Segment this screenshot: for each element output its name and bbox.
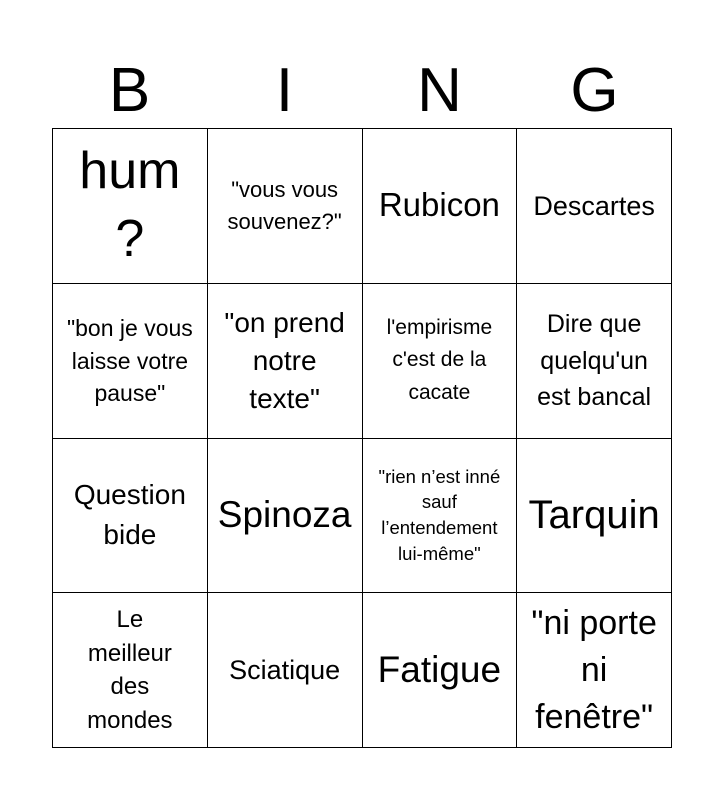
header-letter-b: B [108,56,151,125]
header-letter-n: N [417,56,462,125]
bingo-cell-r1c2[interactable] [208,129,363,284]
bingo-cell-r4c2[interactable] [208,593,363,748]
header-letter-g: G [570,56,619,125]
cell-text: Sciatique [229,654,341,685]
bingo-cell-r2c1[interactable] [53,284,208,439]
bingo-cell-r4c1[interactable] [53,593,208,748]
header-letter-i: I [275,56,294,125]
bingo-cell-r3c2[interactable] [208,439,363,594]
cell-text: Question bide [73,478,186,551]
cell-text: "on prend notre texte" [224,306,345,414]
bingo-cell-r2c2[interactable] [208,284,363,439]
bingo-cell-r2c3[interactable] [363,284,518,439]
bingo-cell-r1c3[interactable] [363,129,518,284]
cell-text: "rien n’est inné sauf l’entendement lui-même" [378,465,501,565]
cell-text: "bon je vous laisse votre pause" [66,315,193,406]
cell-text: Spinoza [217,494,352,536]
bingo-board [52,128,672,748]
cell-text: "vous vous souvenez?" [227,176,342,234]
bingo-cell-r1c4[interactable] [517,129,672,284]
cell-text: Fatigue [377,648,502,690]
cell-text: "ni porte ni fenêtre" [531,603,657,736]
bingo-cell-r4c4[interactable] [517,593,672,748]
cell-text: l'empirisme c'est de la cacate [386,315,493,404]
bingo-cell-r4c3[interactable] [363,593,518,748]
bingo-cell-r3c1[interactable] [53,439,208,594]
cell-text: hum ? [79,142,181,268]
cell-text: Le meilleur des mondes [87,605,173,734]
cell-text: Rubicon [378,186,500,224]
bingo-cell-r3c3[interactable] [363,439,518,594]
bingo-header [52,55,672,127]
bingo-cell-r2c4[interactable] [517,284,672,439]
cell-text: Tarquin [528,493,660,538]
bingo-cell-r1c1[interactable] [53,129,208,284]
cell-text: Descartes [533,190,655,221]
bingo-cell-r3c4[interactable] [517,439,672,594]
cell-text: Dire que quelqu'un est bancal [537,310,652,411]
